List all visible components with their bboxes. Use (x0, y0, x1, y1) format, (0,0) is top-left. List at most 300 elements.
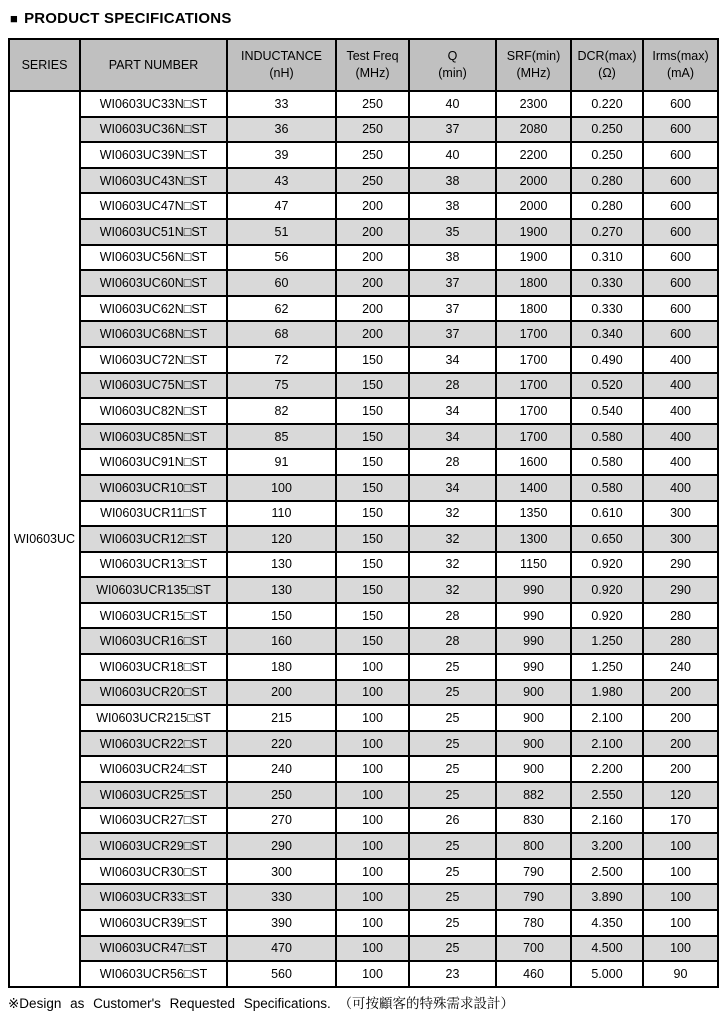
inductance-cell: 68 (227, 321, 336, 347)
footnote-chinese: （可按顧客的特殊需求設計） (338, 996, 515, 1011)
irms-cell: 290 (643, 577, 718, 603)
q-cell: 25 (409, 936, 496, 962)
q-cell: 25 (409, 859, 496, 885)
q-cell: 25 (409, 782, 496, 808)
irms-cell: 600 (643, 219, 718, 245)
part-number-cell: WI0603UC82N□ST (80, 398, 227, 424)
inductance-cell: 470 (227, 936, 336, 962)
dcr-cell: 3.890 (571, 884, 643, 910)
table-row (9, 526, 718, 552)
irms-cell: 90 (643, 961, 718, 987)
q-cell: 38 (409, 245, 496, 271)
series-cell: WI0603UC (9, 91, 80, 987)
srf-cell: 1700 (496, 398, 571, 424)
table-row (9, 782, 718, 808)
irms-cell: 280 (643, 628, 718, 654)
column-header-part-number (80, 39, 227, 91)
column-header-label: Test Freq (346, 49, 399, 64)
inductance-cell: 47 (227, 193, 336, 219)
test-freq-cell: 150 (336, 475, 409, 501)
inductance-cell: 72 (227, 347, 336, 373)
q-cell: 37 (409, 117, 496, 143)
srf-cell: 1700 (496, 321, 571, 347)
dcr-cell: 0.280 (571, 193, 643, 219)
q-cell: 25 (409, 884, 496, 910)
part-number-cell: WI0603UCR15□ST (80, 603, 227, 629)
srf-cell: 1300 (496, 526, 571, 552)
srf-cell: 1350 (496, 501, 571, 527)
test-freq-cell: 150 (336, 424, 409, 450)
dcr-cell: 0.920 (571, 577, 643, 603)
srf-cell: 790 (496, 884, 571, 910)
dcr-cell: 0.920 (571, 552, 643, 578)
inductance-cell: 43 (227, 168, 336, 194)
dcr-cell: 0.250 (571, 142, 643, 168)
srf-cell: 1900 (496, 245, 571, 271)
dcr-cell: 3.200 (571, 833, 643, 859)
test-freq-cell: 250 (336, 142, 409, 168)
column-header-unit: (min) (438, 66, 467, 80)
srf-cell: 800 (496, 833, 571, 859)
inductance-cell: 150 (227, 603, 336, 629)
test-freq-cell: 100 (336, 731, 409, 757)
test-freq-cell: 100 (336, 782, 409, 808)
part-number-cell: WI0603UC72N□ST (80, 347, 227, 373)
irms-cell: 200 (643, 756, 718, 782)
test-freq-cell: 150 (336, 347, 409, 373)
inductance-cell: 91 (227, 449, 336, 475)
part-number-cell: WI0603UCR56□ST (80, 961, 227, 987)
irms-cell: 200 (643, 705, 718, 731)
part-number-cell: WI0603UCR12□ST (80, 526, 227, 552)
part-number-cell: WI0603UCR29□ST (80, 833, 227, 859)
table-row (9, 910, 718, 936)
part-number-cell: WI0603UCR22□ST (80, 731, 227, 757)
table-row (9, 245, 718, 271)
test-freq-cell: 150 (336, 628, 409, 654)
test-freq-cell: 250 (336, 91, 409, 117)
srf-cell: 900 (496, 705, 571, 731)
table-row (9, 705, 718, 731)
footnote-english: ※Design as Customer's Requested Specifications. (8, 996, 331, 1011)
srf-cell: 1150 (496, 552, 571, 578)
table-row (9, 296, 718, 322)
q-cell: 34 (409, 475, 496, 501)
inductance-cell: 100 (227, 475, 336, 501)
test-freq-cell: 250 (336, 117, 409, 143)
test-freq-cell: 200 (336, 193, 409, 219)
q-cell: 38 (409, 193, 496, 219)
table-row (9, 577, 718, 603)
column-header-unit: (MHz) (355, 66, 390, 80)
q-cell: 25 (409, 756, 496, 782)
irms-cell: 300 (643, 501, 718, 527)
test-freq-cell: 100 (336, 680, 409, 706)
inductance-cell: 120 (227, 526, 336, 552)
part-number-cell: WI0603UCR10□ST (80, 475, 227, 501)
column-header-label: SRF(min) (506, 49, 561, 64)
spec-table-body (9, 91, 718, 987)
column-header-label: Irms(max) (652, 49, 709, 64)
test-freq-cell: 250 (336, 168, 409, 194)
q-cell: 25 (409, 705, 496, 731)
dcr-cell: 0.540 (571, 398, 643, 424)
test-freq-cell: 100 (336, 808, 409, 834)
table-row (9, 833, 718, 859)
dcr-cell: 0.270 (571, 219, 643, 245)
dcr-cell: 1.250 (571, 654, 643, 680)
footnote (8, 992, 514, 1012)
part-number-cell: WI0603UCR24□ST (80, 756, 227, 782)
q-cell: 37 (409, 270, 496, 296)
table-row (9, 603, 718, 629)
srf-cell: 2000 (496, 168, 571, 194)
inductance-cell: 51 (227, 219, 336, 245)
irms-cell: 100 (643, 859, 718, 885)
spec-table (8, 38, 719, 988)
test-freq-cell: 200 (336, 321, 409, 347)
srf-cell: 790 (496, 859, 571, 885)
q-cell: 37 (409, 296, 496, 322)
q-cell: 34 (409, 398, 496, 424)
table-row (9, 219, 718, 245)
q-cell: 25 (409, 654, 496, 680)
spec-table-header (9, 39, 718, 91)
test-freq-cell: 150 (336, 398, 409, 424)
q-cell: 28 (409, 449, 496, 475)
test-freq-cell: 100 (336, 756, 409, 782)
inductance-cell: 215 (227, 705, 336, 731)
part-number-cell: WI0603UC62N□ST (80, 296, 227, 322)
srf-cell: 1400 (496, 475, 571, 501)
part-number-cell: WI0603UCR47□ST (80, 936, 227, 962)
part-number-cell: WI0603UC33N□ST (80, 91, 227, 117)
table-row (9, 628, 718, 654)
column-header-label: PART NUMBER (108, 57, 199, 72)
dcr-cell: 2.500 (571, 859, 643, 885)
part-number-cell: WI0603UCR20□ST (80, 680, 227, 706)
column-header-label: SERIES (21, 57, 68, 72)
srf-cell: 1700 (496, 424, 571, 450)
irms-cell: 400 (643, 373, 718, 399)
srf-cell: 2000 (496, 193, 571, 219)
irms-cell: 280 (643, 603, 718, 629)
irms-cell: 600 (643, 193, 718, 219)
test-freq-cell: 100 (336, 884, 409, 910)
dcr-cell: 0.310 (571, 245, 643, 271)
inductance-cell: 290 (227, 833, 336, 859)
table-row (9, 321, 718, 347)
table-row (9, 373, 718, 399)
part-number-cell: WI0603UC91N□ST (80, 449, 227, 475)
irms-cell: 600 (643, 142, 718, 168)
q-cell: 25 (409, 833, 496, 859)
table-row (9, 424, 718, 450)
part-number-cell: WI0603UC56N□ST (80, 245, 227, 271)
dcr-cell: 0.580 (571, 475, 643, 501)
part-number-cell: WI0603UCR18□ST (80, 654, 227, 680)
test-freq-cell: 100 (336, 833, 409, 859)
srf-cell: 1800 (496, 296, 571, 322)
test-freq-cell: 200 (336, 245, 409, 271)
dcr-cell: 4.500 (571, 936, 643, 962)
dcr-cell: 0.250 (571, 117, 643, 143)
part-number-cell: WI0603UC85N□ST (80, 424, 227, 450)
q-cell: 40 (409, 91, 496, 117)
inductance-cell: 560 (227, 961, 336, 987)
inductance-cell: 130 (227, 577, 336, 603)
inductance-cell: 130 (227, 552, 336, 578)
table-row (9, 168, 718, 194)
table-row (9, 398, 718, 424)
dcr-cell: 4.350 (571, 910, 643, 936)
dcr-cell: 0.490 (571, 347, 643, 373)
table-row (9, 552, 718, 578)
dcr-cell: 0.580 (571, 449, 643, 475)
srf-cell: 990 (496, 654, 571, 680)
srf-cell: 990 (496, 577, 571, 603)
table-row (9, 680, 718, 706)
dcr-cell: 0.330 (571, 270, 643, 296)
irms-cell: 300 (643, 526, 718, 552)
srf-cell: 780 (496, 910, 571, 936)
table-row (9, 884, 718, 910)
column-header-label: INDUCTANCE (240, 49, 323, 64)
irms-cell: 240 (643, 654, 718, 680)
srf-cell: 460 (496, 961, 571, 987)
dcr-cell: 1.250 (571, 628, 643, 654)
test-freq-cell: 100 (336, 910, 409, 936)
irms-cell: 400 (643, 347, 718, 373)
irms-cell: 120 (643, 782, 718, 808)
irms-cell: 600 (643, 296, 718, 322)
table-row (9, 654, 718, 680)
black-square-icon: ■ (10, 11, 19, 26)
dcr-cell: 0.520 (571, 373, 643, 399)
test-freq-cell: 100 (336, 859, 409, 885)
irms-cell: 600 (643, 117, 718, 143)
table-row (9, 193, 718, 219)
q-cell: 25 (409, 910, 496, 936)
part-number-cell: WI0603UCR13□ST (80, 552, 227, 578)
dcr-cell: 0.330 (571, 296, 643, 322)
test-freq-cell: 200 (336, 296, 409, 322)
part-number-cell: WI0603UCR215□ST (80, 705, 227, 731)
column-header-irms (643, 39, 718, 91)
irms-cell: 170 (643, 808, 718, 834)
table-row (9, 91, 718, 117)
q-cell: 34 (409, 347, 496, 373)
q-cell: 35 (409, 219, 496, 245)
table-row (9, 756, 718, 782)
test-freq-cell: 200 (336, 270, 409, 296)
srf-cell: 830 (496, 808, 571, 834)
irms-cell: 600 (643, 321, 718, 347)
column-header-q (409, 39, 496, 91)
column-header-dcr (571, 39, 643, 91)
inductance-cell: 220 (227, 731, 336, 757)
test-freq-cell: 150 (336, 577, 409, 603)
dcr-cell: 2.100 (571, 705, 643, 731)
test-freq-cell: 100 (336, 961, 409, 987)
inductance-cell: 250 (227, 782, 336, 808)
irms-cell: 600 (643, 168, 718, 194)
dcr-cell: 0.340 (571, 321, 643, 347)
srf-cell: 2080 (496, 117, 571, 143)
dcr-cell: 0.920 (571, 603, 643, 629)
table-row (9, 501, 718, 527)
q-cell: 28 (409, 373, 496, 399)
inductance-cell: 110 (227, 501, 336, 527)
table-row (9, 270, 718, 296)
table-row (9, 936, 718, 962)
column-header-unit: (nH) (269, 66, 294, 80)
q-cell: 32 (409, 526, 496, 552)
inductance-cell: 60 (227, 270, 336, 296)
test-freq-cell: 100 (336, 705, 409, 731)
column-header-inductance (227, 39, 336, 91)
part-number-cell: WI0603UC75N□ST (80, 373, 227, 399)
q-cell: 25 (409, 731, 496, 757)
irms-cell: 100 (643, 910, 718, 936)
inductance-cell: 85 (227, 424, 336, 450)
test-freq-cell: 150 (336, 449, 409, 475)
column-header-series (9, 39, 80, 91)
q-cell: 26 (409, 808, 496, 834)
q-cell: 40 (409, 142, 496, 168)
test-freq-cell: 150 (336, 501, 409, 527)
q-cell: 37 (409, 321, 496, 347)
part-number-cell: WI0603UCR11□ST (80, 501, 227, 527)
inductance-cell: 62 (227, 296, 336, 322)
column-header-unit: (MHz) (516, 66, 551, 80)
part-number-cell: WI0603UCR33□ST (80, 884, 227, 910)
srf-cell: 990 (496, 628, 571, 654)
irms-cell: 400 (643, 424, 718, 450)
q-cell: 25 (409, 680, 496, 706)
inductance-cell: 33 (227, 91, 336, 117)
part-number-cell: WI0603UCR25□ST (80, 782, 227, 808)
inductance-cell: 200 (227, 680, 336, 706)
table-row (9, 117, 718, 143)
dcr-cell: 0.650 (571, 526, 643, 552)
srf-cell: 1700 (496, 347, 571, 373)
inductance-cell: 82 (227, 398, 336, 424)
dcr-cell: 0.580 (571, 424, 643, 450)
irms-cell: 100 (643, 884, 718, 910)
part-number-cell: WI0603UC43N□ST (80, 168, 227, 194)
column-header-unit: (mA) (666, 66, 695, 80)
part-number-cell: WI0603UCR27□ST (80, 808, 227, 834)
column-header-test-freq (336, 39, 409, 91)
srf-cell: 882 (496, 782, 571, 808)
srf-cell: 700 (496, 936, 571, 962)
table-row (9, 731, 718, 757)
table-row (9, 859, 718, 885)
dcr-cell: 5.000 (571, 961, 643, 987)
inductance-cell: 240 (227, 756, 336, 782)
dcr-cell: 2.160 (571, 808, 643, 834)
test-freq-cell: 200 (336, 219, 409, 245)
inductance-cell: 56 (227, 245, 336, 271)
part-number-cell: WI0603UC39N□ST (80, 142, 227, 168)
dcr-cell: 0.610 (571, 501, 643, 527)
column-header-unit: (Ω) (598, 66, 616, 80)
part-number-cell: WI0603UCR135□ST (80, 577, 227, 603)
irms-cell: 100 (643, 936, 718, 962)
dcr-cell: 2.100 (571, 731, 643, 757)
part-number-cell: WI0603UCR39□ST (80, 910, 227, 936)
q-cell: 28 (409, 628, 496, 654)
srf-cell: 2200 (496, 142, 571, 168)
inductance-cell: 75 (227, 373, 336, 399)
q-cell: 38 (409, 168, 496, 194)
column-header-label: Q (447, 49, 458, 64)
table-row (9, 347, 718, 373)
irms-cell: 400 (643, 449, 718, 475)
irms-cell: 600 (643, 91, 718, 117)
inductance-cell: 36 (227, 117, 336, 143)
q-cell: 28 (409, 603, 496, 629)
irms-cell: 400 (643, 475, 718, 501)
dcr-cell: 0.220 (571, 91, 643, 117)
srf-cell: 2300 (496, 91, 571, 117)
srf-cell: 900 (496, 731, 571, 757)
test-freq-cell: 100 (336, 936, 409, 962)
dcr-cell: 1.980 (571, 680, 643, 706)
srf-cell: 990 (496, 603, 571, 629)
part-number-cell: WI0603UC51N□ST (80, 219, 227, 245)
srf-cell: 1900 (496, 219, 571, 245)
page-title-text: PRODUCT SPECIFICATIONS (24, 10, 232, 27)
q-cell: 34 (409, 424, 496, 450)
srf-cell: 1600 (496, 449, 571, 475)
part-number-cell: WI0603UC47N□ST (80, 193, 227, 219)
table-row (9, 961, 718, 987)
q-cell: 32 (409, 501, 496, 527)
table-row (9, 808, 718, 834)
q-cell: 23 (409, 961, 496, 987)
irms-cell: 200 (643, 680, 718, 706)
test-freq-cell: 150 (336, 526, 409, 552)
table-row (9, 475, 718, 501)
irms-cell: 200 (643, 731, 718, 757)
test-freq-cell: 100 (336, 654, 409, 680)
irms-cell: 100 (643, 833, 718, 859)
test-freq-cell: 150 (336, 373, 409, 399)
irms-cell: 400 (643, 398, 718, 424)
srf-cell: 1800 (496, 270, 571, 296)
inductance-cell: 160 (227, 628, 336, 654)
test-freq-cell: 150 (336, 552, 409, 578)
test-freq-cell: 150 (336, 603, 409, 629)
dcr-cell: 2.550 (571, 782, 643, 808)
table-row (9, 142, 718, 168)
irms-cell: 600 (643, 270, 718, 296)
q-cell: 32 (409, 552, 496, 578)
inductance-cell: 39 (227, 142, 336, 168)
part-number-cell: WI0603UC68N□ST (80, 321, 227, 347)
inductance-cell: 180 (227, 654, 336, 680)
irms-cell: 600 (643, 245, 718, 271)
inductance-cell: 330 (227, 884, 336, 910)
part-number-cell: WI0603UC60N□ST (80, 270, 227, 296)
column-header-srf (496, 39, 571, 91)
dcr-cell: 0.280 (571, 168, 643, 194)
part-number-cell: WI0603UCR16□ST (80, 628, 227, 654)
inductance-cell: 270 (227, 808, 336, 834)
srf-cell: 900 (496, 680, 571, 706)
